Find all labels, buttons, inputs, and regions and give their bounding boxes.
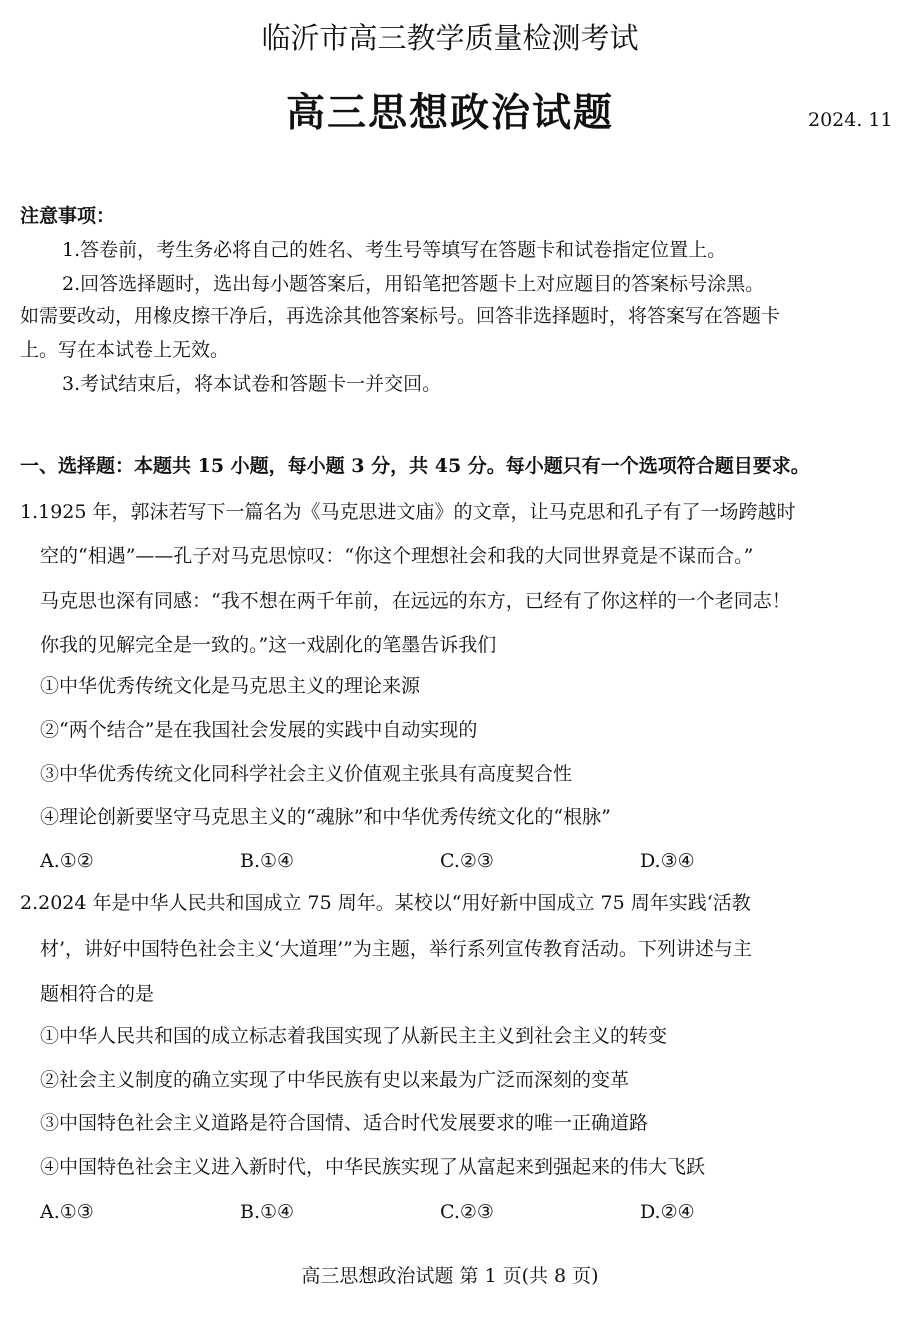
notice-line: 1.答卷前，考生务必将自己的姓名、考生号等填写在答题卡和试卷指定位置上。 [62,239,727,261]
page-footer: 高三思想政治试题 第 1 页(共 8 页) [301,1265,599,1287]
q1-stem-line: 1.1925 年，郭沫若写下一篇名为《马克思进文庙》的文章，让马克思和孔子有了一场跨越时 [20,501,796,523]
q2-statement: ③中国特色社会主义道路是符合国情、适合时代发展要求的唯一正确道路 [40,1112,649,1134]
q2-statement: ④中国特色社会主义进入新时代，中华民族实现了从富起来到强起来的伟大飞跃 [40,1156,706,1178]
notice-line: 3.考试结束后，将本试卷和答题卡一并交回。 [62,373,442,395]
exam-title: 高三思想政治试题 [285,91,614,136]
q2-statement: ①中华人民共和国的成立标志着我国实现了从新民主主义到社会主义的转变 [40,1025,668,1047]
q1-statement: ②“两个结合”是在我国社会发展的实践中自动实现的 [40,719,478,741]
q1-stem-line: 你我的见解完全是一致的。”这一戏剧化的笔墨告诉我们 [40,634,497,656]
q2-option-d: D.②④ [640,1201,695,1223]
q1-statement: ③中华优秀传统文化同科学社会主义价值观主张具有高度契合性 [40,763,573,785]
q1-stem-line: 马克思也深有同感：“我不想在两千年前，在远远的东方，已经有了你这样的一个老同志！ [40,590,791,612]
q2-stem-line: 材’，讲好中国特色社会主义‘大道理’”为主题，举行系列宣传教育活动。下列讲述与主 [40,938,752,960]
q1-option-c: C.②③ [440,850,494,872]
section-heading: 一、选择题：本题共 15 小题，每小题 3 分，共 45 分。每小题只有一个选项符合题目要求。 [20,455,810,477]
q2-option-a: A.①③ [40,1201,94,1223]
q1-statement: ①中华优秀传统文化是马克思主义的理论来源 [40,675,421,697]
q2-stem-line: 2.2024 年是中华人民共和国成立 75 周年。某校以“用好新中国成立 75 周年实践‘活教 [20,892,751,914]
q1-statement: ④理论创新要坚守马克思主义的“魂脉”和中华优秀传统文化的“根脉” [40,806,611,828]
q1-option-d: D.③④ [640,850,695,872]
q2-option-c: C.②③ [440,1201,494,1223]
notice-line: 2.回答选择题时，选出每小题答案后，用铅笔把答题卡上对应题目的答案标号涂黑。 [62,273,765,295]
notice-line: 上。写在本试卷上无效。 [20,339,230,361]
q2-statement: ②社会主义制度的确立实现了中华民族有史以来最为广泛而深刻的变革 [40,1069,630,1091]
q1-option-b: B.①④ [240,850,295,872]
exam-date: 2024. 11 [808,109,893,131]
q2-option-b: B.①④ [240,1201,295,1223]
q1-option-a: A.①② [40,850,94,872]
exam-subtitle: 临沂市高三教学质量检测考试 [261,21,639,55]
q2-stem-line: 题相符合的是 [40,983,155,1005]
q1-stem-line: 空的“相遇”——孔子对马克思惊叹：“你这个理想社会和我的大同世界竟是不谋而合。” [40,545,754,567]
notice-line: 如需要改动，用橡皮擦干净后，再选涂其他答案标号。回答非选择题时，将答案写在答题卡 [20,305,781,327]
notice-heading: 注意事项： [20,205,116,227]
